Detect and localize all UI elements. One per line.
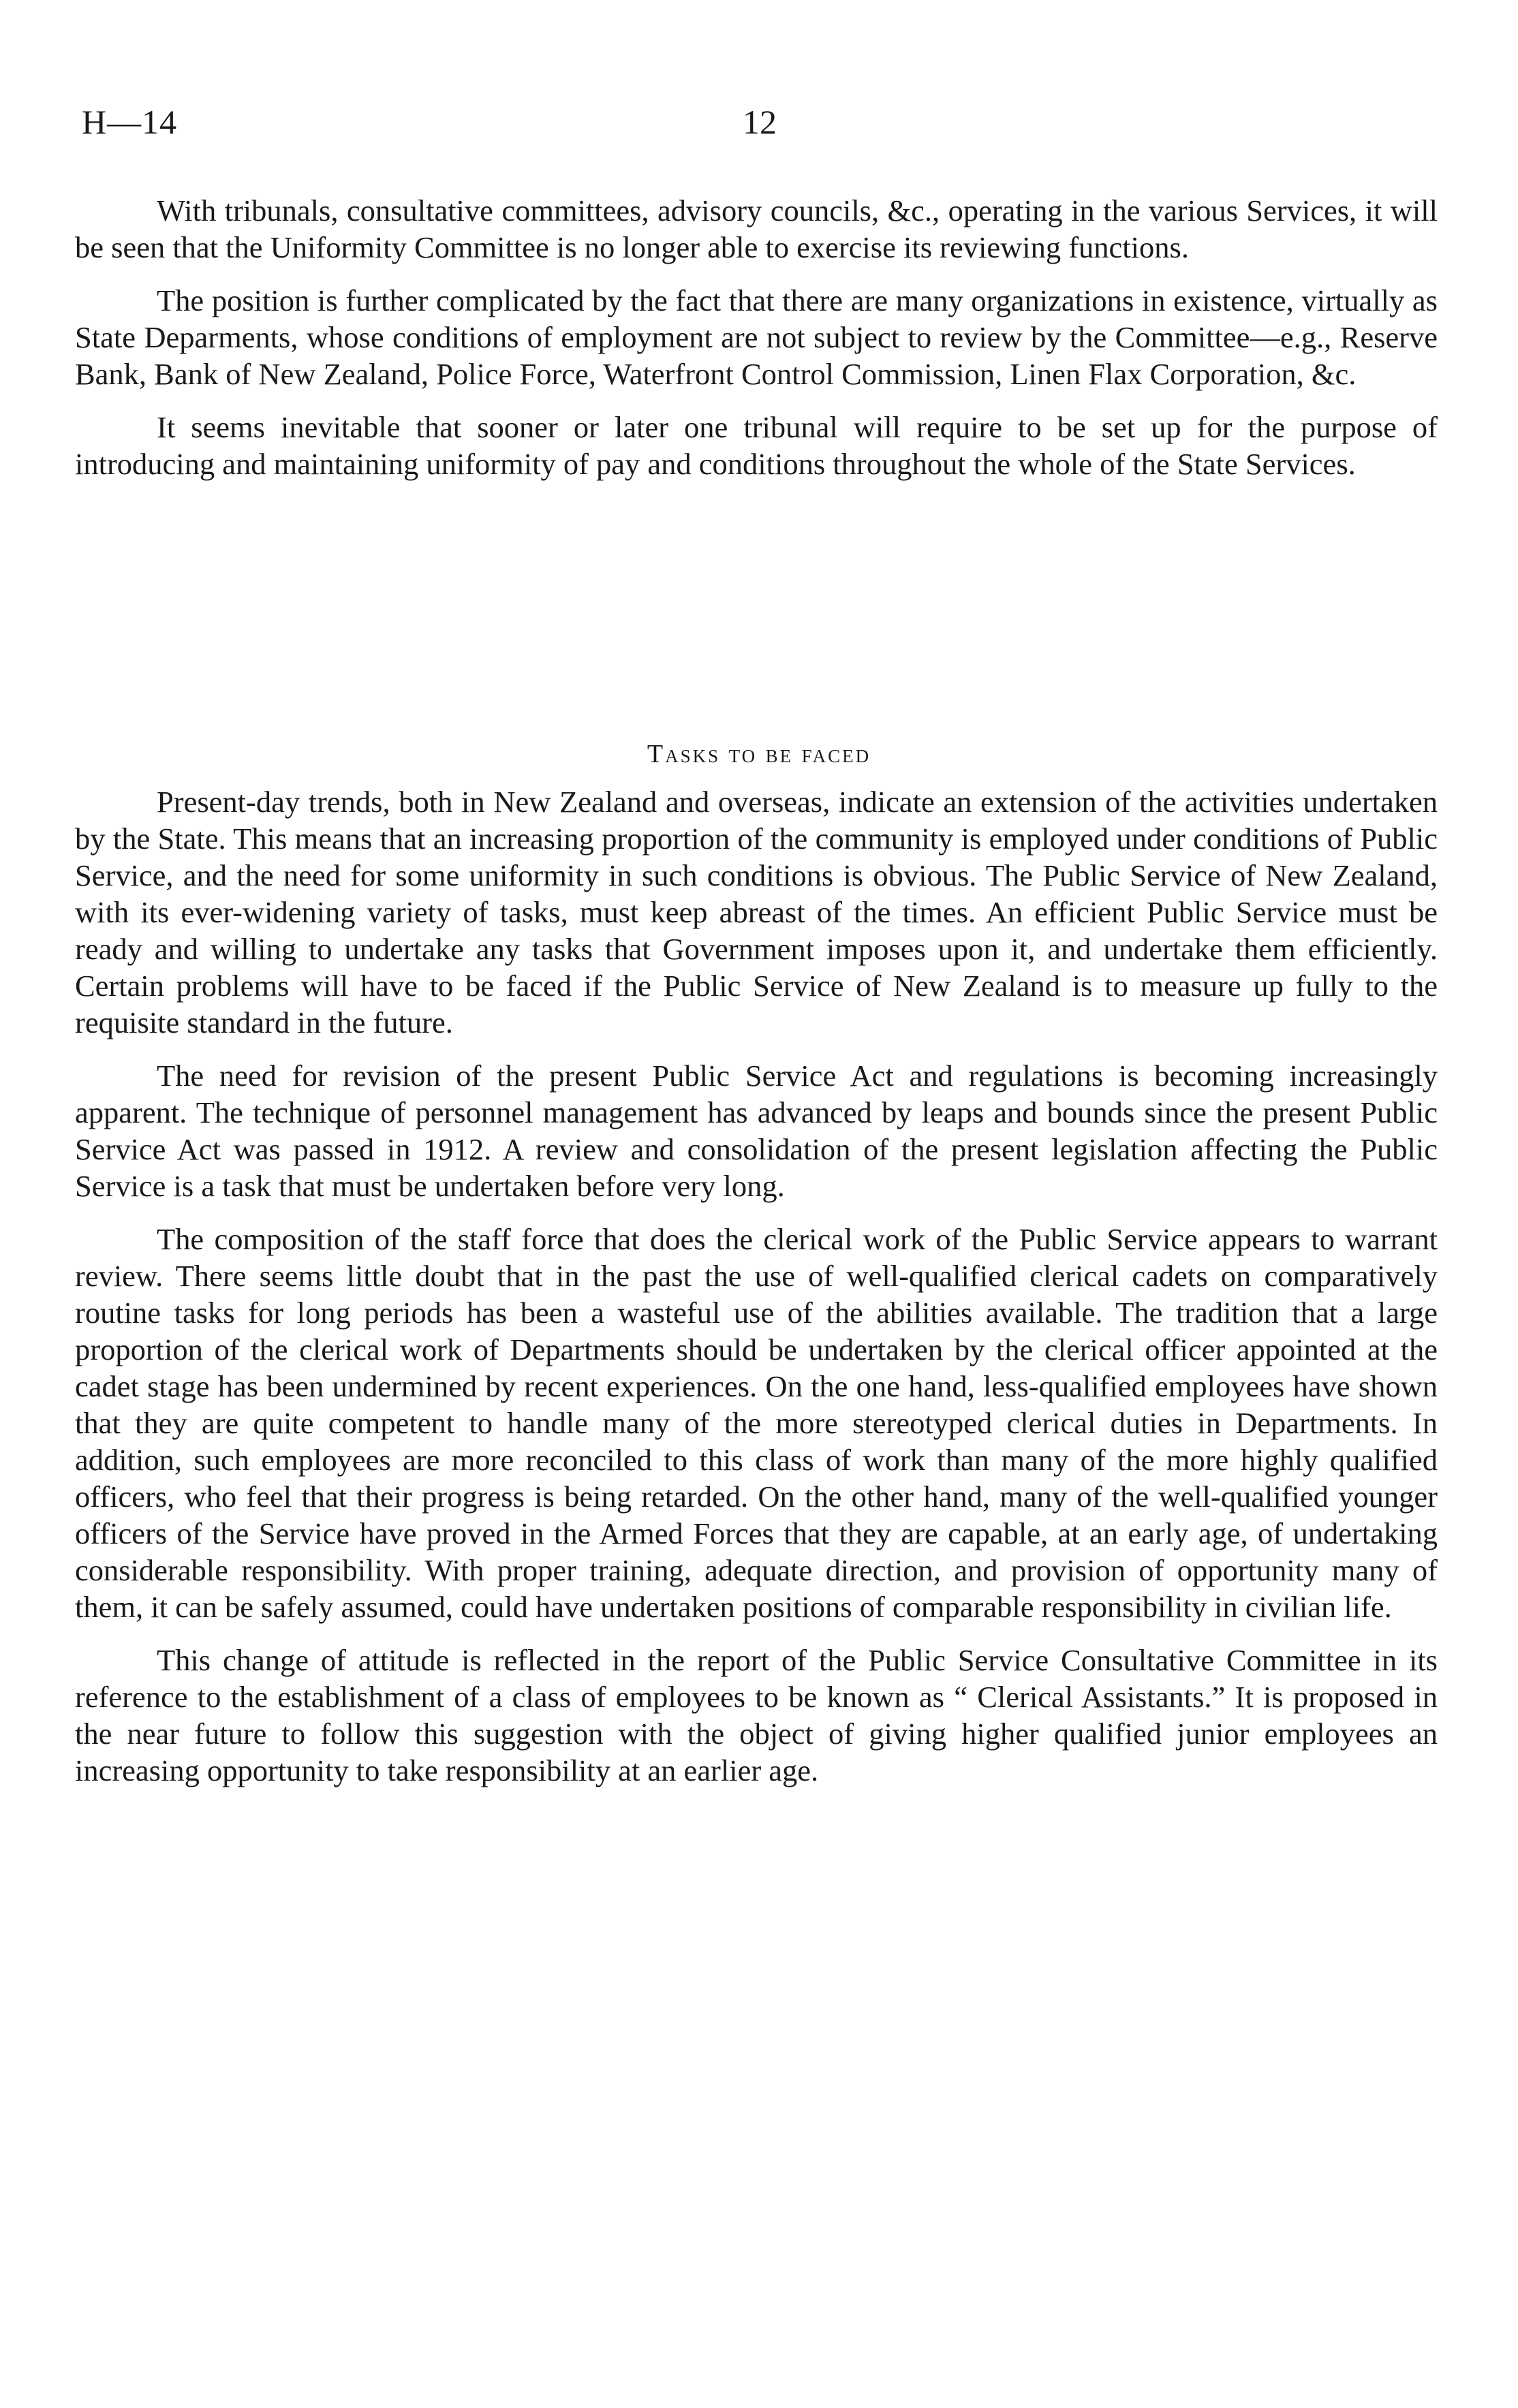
paragraph: The composition of the staff force that does the clerical work of the Public Service appears to warrant review. There seems little doubt that in the past the use of well-qualified clerical cadets on comparatively routine tasks for long periods has been a wasteful use of the abilities available. The tradition that a large proportion of the clerical work of Departments should be undertaken by the clerical officer appointed at the cadet stage has been undermined by recent experiences. On the one hand, less-qualified employees have shown that they are quite competent to handle many of the more stereotyped clerical duties in Departments. In addition, such employees are more reconciled to this class of work than many of the more highly qualified officers, who feel that their progress is being retarded. On the other hand, many of the well-qualified younger officers of the Service have proved in the Armed Forces that they are capable, at an early age, of undertaking considerable responsibility. With proper training, adequate direction, and provision of opportunity many of them, it can be safely assumed, could have undertaken positions of comparable responsibility in civilian life. bbox=[75, 1222, 1438, 1624]
paragraph: The position is further complicated by the fact that there are many organizations in existence, virtually as State Deparments, whose conditions of employment are not subject to review by the Committee—e.g., Reserve Bank, Bank of New Zealand, Police Force, Waterfront Control Commission, Linen Flax Corporation, &c. bbox=[75, 283, 1438, 391]
page-header bbox=[82, 102, 1438, 157]
paragraph: It seems inevitable that sooner or later one tribunal will require to be set up for the purpose of introducing and maintaining uniformity of pay and conditions throughout the whole of the State Services. bbox=[75, 410, 1438, 481]
page-number: 12 bbox=[743, 103, 777, 141]
section-heading: Tasks to be faced bbox=[647, 740, 871, 768]
paragraph: The need for revision of the present Public Service Act and regulations is becoming increasingly apparent. The technique of personnel management has advanced by leaps and bounds since the present Public Service Act was passed in 1912. A review and consolidation of the present legislation affecting the Public Service is a task that must be undertaken before very long. bbox=[75, 1059, 1438, 1203]
section-text bbox=[75, 783, 1438, 1805]
paragraph: With tribunals, consultative committees, advisory councils, &c., operating in the various Services, it will be seen that the Uniformity Committee is no longer able to exercise its reviewing functions. bbox=[75, 193, 1438, 264]
paragraph: This change of attitude is reflected in the report of the Public Service Consultative Committee in its reference to the establishment of a class of employees to be known as “ Clerical Assistants.” It is proposed in the near future to follow this suggestion with the object of giving higher qualified junior employees an increasing opportunity to take responsibility at an earlier age. bbox=[75, 1643, 1438, 1787]
intro-text bbox=[75, 192, 1438, 499]
document-code: H—14 bbox=[82, 103, 178, 141]
paragraph: Present-day trends, both in New Zealand and overseas, indicate an extension of the activities undertaken by the State. This means that an increasing proportion of the community is employed under conditions of Public Service, and the need for some uniformity in such conditions is obvious. The Public Service of New Zealand, with its ever-widening variety of tasks, must keep abreast of the times. An efficient Public Service must be ready and willing to undertake any tasks that Government imposes upon it, and undertake them efficiently. Certain problems will have to be faced if the Public Service of New Zealand is to measure up fully to the requisite standard in the future. bbox=[75, 785, 1438, 1039]
